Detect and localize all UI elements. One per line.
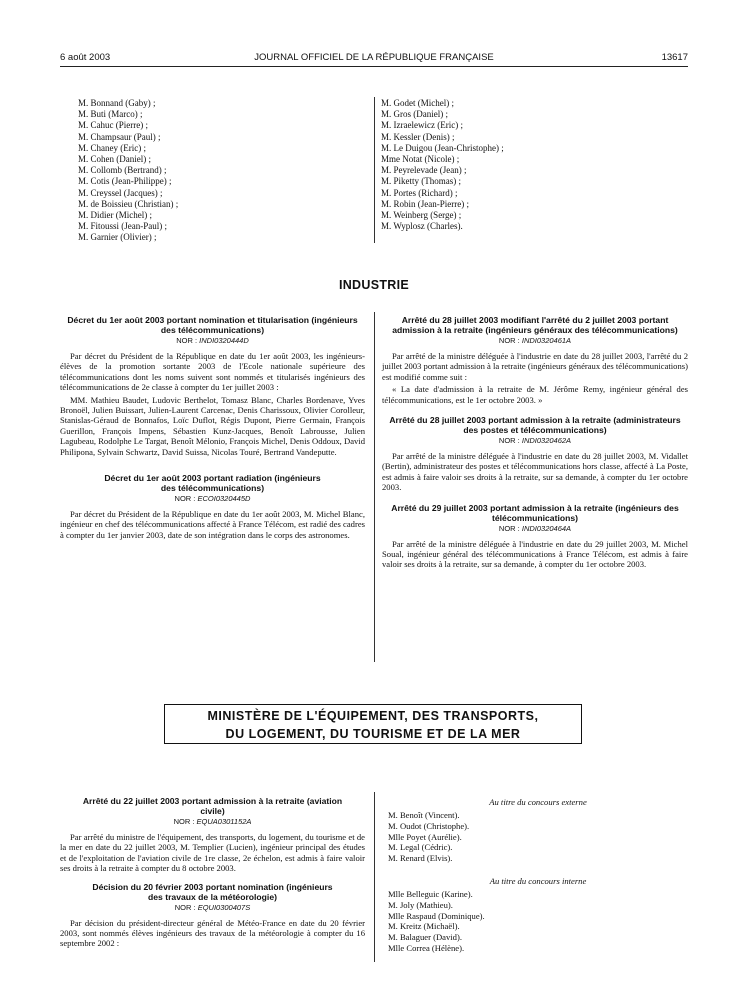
- header-journal-title: JOURNAL OFFICIEL DE LA RÉPUBLIQUE FRANÇAISE: [254, 52, 494, 63]
- list-item: M. Wyplosz (Charles).: [381, 221, 463, 232]
- arrete-title: Arrêté du 28 juillet 2003 modifiant l'arrêté du 2 juillet 2003 portant admission à la retraite (ingénieurs généraux des télécommunications): [392, 315, 678, 335]
- list-item: M. Creyssel (Jacques) ;: [78, 187, 163, 198]
- list-item: M. Fitoussi (Jean-Paul) ;: [78, 221, 167, 232]
- list-item: M. Weinberg (Serge) ;: [381, 210, 462, 221]
- arrete-paragraph: Par arrêté de la ministre déléguée à l'industrie en date du 28 juillet 2003, M. Vidallet (Bertin), administrateur des postes et télécommunications hors classe, affecté à La Poste, est admis à faire valoir ses droits à la retraite, sur sa demande, à compter du 1er octobre 2003.: [382, 451, 688, 493]
- concours-externe-list: [388, 810, 688, 864]
- list-item: M. Champsaur (Paul) ;: [78, 131, 161, 142]
- arrete-title: Arrêté du 28 juillet 2003 portant admission à la retraite (administrateurs des postes et télécommunications): [389, 415, 681, 436]
- list-item: M. Robin (Jean-Pierre) ;: [381, 198, 469, 209]
- decree-names-paragraph: MM. Mathieu Baudet, Ludovic Berthelot, Tomasz Blanc, Charles Bordenave, Yves Bronoël, Julien Buissart, Julien-Laurent Carcenac, Denis Charissoux, Olivier Corolleur, Stanislas-Géraud de Bonnafos, Loïc Duflot, Régis Dupont, Pierre Germain, François Guerillon, François Impens, Sébastien Kunz-Jacques, Benoît Labrousse, Julien Lagubeau, Rodolphe Le Targat, Benoît Mélonio, François Michel, Denis Oddoux, David Philipona, Sylvain Schwartz, David Suissa, Nicolas Touré, Bertrand Vandeputte.: [60, 394, 365, 457]
- ministere-right-column: [388, 797, 688, 954]
- arrete-paragraph: Par arrêté de la ministre déléguée à l'industrie en date du 28 juillet 2003, l'arrêté du 2 juillet 2003 portant admission à la retraite (ingénieurs généraux des télécommunications) est modifié comme suit :: [382, 351, 688, 382]
- column-divider: [374, 97, 375, 243]
- list-item: M. Cohen (Daniel) ;: [78, 154, 151, 165]
- decree-title: Décret du 1er août 2003 portant nomination et titularisation (ingénieurs des télécommunications): [67, 315, 358, 335]
- ministry-heading-line2: DU LOGEMENT, DU TOURISME ET DE LA MER: [225, 727, 521, 741]
- list-item: M. Legal (Cédric).: [388, 842, 453, 853]
- list-item: M. Joly (Mathieu).: [388, 899, 453, 910]
- industrie-right-column: [382, 315, 688, 572]
- list-item: M. Garnier (Olivier) ;: [78, 232, 157, 243]
- list-item: Mlle Correa (Hélène).: [388, 942, 465, 953]
- list-item: M. Cahuc (Pierre) ;: [78, 120, 148, 131]
- list-item: Mme Notat (Nicole) ;: [381, 154, 460, 165]
- decree-paragraph: Par décret du Président de la République en date du 1er août 2003, M. Michel Blanc, ingénieur en chef des télécommunications affecté à France Télécom, est radié des cadres à compter du 1er janvier 2003, date de son intégration dans le corps des astronomes.: [60, 509, 365, 540]
- list-item: M. Collomb (Bertrand) ;: [78, 165, 167, 176]
- concours-interne-label: Au titre du concours interne: [489, 875, 587, 886]
- arrete-paragraph: « La date d'admission à la retraite de M. Jérôme Remy, ingénieur général des télécommunications, est le 1er octobre 2003. »: [382, 384, 688, 405]
- list-item: M. Cotis (Jean-Philippe) ;: [78, 176, 172, 187]
- top-list-left: [78, 98, 178, 244]
- decree-paragraph: Par décret du Président de la République en date du 1er août 2003, les ingénieurs-élèves de la promotion sortante 2003 de l'Ecole nationale supérieure des télécommunications dont les noms suivent sont nommés et titularisés ingénieurs des télécommunications de 2e classe à compter du 1er juillet 2003 :: [60, 351, 365, 393]
- nor-reference: NOR : INDI0320461A: [498, 336, 572, 345]
- list-item: Mlle Raspaud (Dominique).: [388, 910, 485, 921]
- decision-title: Décision du 20 février 2003 portant nomination (ingénieurs des travaux de la météorologie): [92, 881, 333, 902]
- list-item: M. Buti (Marco) ;: [78, 109, 143, 120]
- list-item: M. Didier (Michel) ;: [78, 210, 152, 221]
- arrete-title: Arrêté du 22 juillet 2003 portant admission à la retraite (aviation civile): [82, 796, 343, 816]
- list-item: M. Kreitz (Michaël).: [388, 921, 460, 932]
- nor-reference: NOR : INDI0320464A: [498, 523, 572, 533]
- list-item: Mlle Belleguic (Karine).: [388, 888, 473, 899]
- list-item: M. Piketty (Thomas) ;: [381, 176, 461, 187]
- decision-paragraph: Par décision du président-directeur général de Météo-France en date du 20 février 2003, sont nommés élèves ingénieurs des travaux de la météorologie à compter du 16 septembre 2002 :: [60, 917, 365, 949]
- list-item: M. Chaney (Eric) ;: [78, 142, 146, 153]
- decree-title: Décret du 1er août 2003 portant radiation (ingénieurs des télécommunications): [104, 473, 321, 494]
- page-header: [60, 52, 688, 67]
- list-item: M. Balaguer (David).: [388, 932, 462, 943]
- ministry-heading-line1: MINISTÈRE DE L'ÉQUIPEMENT, DES TRANSPORTS,: [207, 709, 539, 723]
- list-item: M. Godet (Michel) ;: [381, 98, 454, 108]
- header-date: 6 août 2003: [60, 52, 111, 63]
- list-item: M. Kessler (Denis) ;: [381, 131, 455, 142]
- ministry-heading-box: [164, 704, 582, 744]
- arrete-paragraph: Par arrêté de la ministre déléguée à l'industrie en date du 29 juillet 2003, M. Michel Soual, ingénieur général des télécommunications à France Télécom, est admis à faire valoir ses droits à la retraite, sur sa demande, à compter du 1er octobre 2003.: [382, 538, 688, 570]
- nor-reference: NOR : EQUI0300407S: [174, 902, 251, 912]
- column-divider: [374, 792, 375, 962]
- concours-externe-label: Au titre du concours externe: [489, 797, 587, 807]
- list-item: M. Gros (Daniel) ;: [381, 109, 448, 120]
- industrie-left-column: [60, 315, 365, 542]
- top-list-right: [381, 98, 504, 232]
- list-item: M. de Boissieu (Christian) ;: [78, 198, 179, 209]
- list-item: M. Le Duigou (Jean-Christophe) ;: [381, 142, 504, 153]
- section-heading-industrie: INDUSTRIE: [338, 278, 410, 292]
- nor-reference: NOR : INDI0320462A: [498, 436, 572, 446]
- nor-reference: NOR : EQUA0301152A: [173, 817, 252, 826]
- header-page-number: 13617: [661, 52, 688, 63]
- list-item: M. Portes (Richard) ;: [381, 187, 458, 198]
- list-item: M. Izraelewicz (Eric) ;: [381, 120, 463, 131]
- list-item: M. Benoît (Vincent).: [388, 810, 460, 820]
- arrete-paragraph: Par arrêté du ministre de l'équipement, des transports, du logement, du tourisme et de la mer en date du 22 juillet 2003, M. Templier (Lucien), ingénieur principal des études et de l'exploitation de l'aviation civile de 1re classe, 2e échelon, est admis à faire valoir ses droits à la retraite à compter du 8 octobre 2003.: [60, 832, 365, 874]
- nor-reference: NOR : ECOI0320445D: [174, 494, 251, 504]
- list-item: Mlle Poyet (Aurélie).: [388, 831, 462, 842]
- concours-interne-list: [388, 889, 688, 954]
- column-divider: [374, 312, 375, 662]
- list-item: M. Bonnand (Gaby) ;: [78, 98, 156, 108]
- ministere-left-column: [60, 796, 365, 951]
- list-item: M. Renard (Elvis).: [388, 853, 453, 864]
- nor-reference: NOR : INDI0320444D: [176, 336, 249, 345]
- list-item: M. Peyrelevade (Jean) ;: [381, 165, 467, 176]
- list-item: M. Oudot (Christophe).: [388, 820, 470, 831]
- arrete-title: Arrêté du 29 juillet 2003 portant admission à la retraite (ingénieurs des télécommunications): [391, 502, 679, 523]
